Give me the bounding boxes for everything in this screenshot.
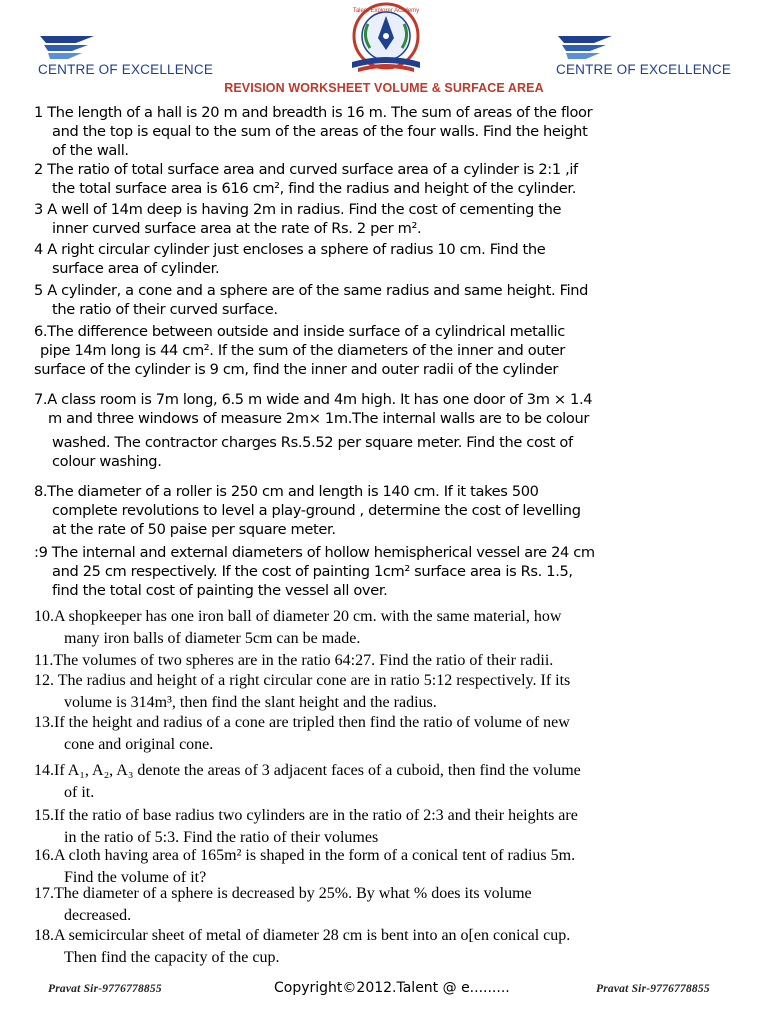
question-2 [34,160,640,198]
question-line: find the total cost of painting the vessel all over. [52,582,388,599]
question-line: Find the volume of it? [64,868,207,886]
question-9 [34,543,640,600]
question-3 [34,200,640,238]
question-8 [34,482,640,539]
question-line: 7.A class room is 7m long, 6.5 m wide and 4m high. It has one door of 3m × 1.4 [34,391,593,408]
question-13 [34,712,640,755]
question-line: 3 A well of 14m deep is having 2m in radius. Find the cost of cementing the [34,201,562,218]
brand-logo-right [554,34,744,80]
question-line: of the wall. [52,142,129,159]
question-line: surface area of cylinder. [52,260,220,277]
question-line: Then find the capacity of the cup. [64,948,280,966]
question-16 [34,845,640,888]
question-line: many iron balls of diameter 5cm can be made. [64,629,361,647]
worksheet-title: REVISION WORKSHEET VOLUME & SURFACE AREA [224,81,544,95]
question-11 [34,650,640,672]
question-line: decreased. [64,906,132,924]
question-line: 14.If A₁, A₂, A₃ denote the areas of 3 adjacent faces of a cuboid, then find the volume [34,762,581,779]
brand-name-right: CENTRE OF EXCELLENCE [556,62,732,77]
question-line: of it. [64,783,95,801]
question-line: inner curved surface area at the rate of Rs. 2 per m². [52,220,422,237]
question-14 [34,760,640,803]
question-line: 18.A semicircular sheet of metal of diameter 28 cm is bent into an o[en conical cup. [34,927,571,944]
question-line: 1 The length of a hall is 20 m and breadth is 16 m. The sum of areas of the floor [34,104,593,121]
question-line: the ratio of their curved surface. [52,301,278,318]
question-line: 12. The radius and height of a right circular cone are in ratio 5:12 respectively. If its [34,672,571,689]
question-15 [34,805,640,848]
question-7 [34,390,640,471]
question-18 [34,925,640,968]
question-line: pipe 14m long is 44 cm². If the sum of the diameters of the inner and outer [40,342,565,359]
question-17 [34,883,640,926]
question-line: 15.If the ratio of base radius two cylinders are in the ratio of 2:3 and their heights are [34,807,578,824]
question-line: and 25 cm respectively. If the cost of painting 1cm² surface area is Rs. 1.5, [52,563,573,580]
question-line: m and three windows of measure 2m× 1m.The internal walls are to be colour [48,410,589,427]
question-5 [34,281,640,319]
question-line: 2 The ratio of total surface area and curved surface area of a cylinder is 2:1 ,if [34,161,578,178]
question-line: 10.A shopkeeper has one iron ball of diameter 20 cm. with the same material, how [34,608,562,625]
question-4 [34,240,640,278]
question-line: in the ratio of 5:3. Find the ratio of their volumes [64,828,379,846]
logo-text: Talent Explorer Academy [352,8,420,14]
question-line: 17.The diameter of a sphere is decreased by 25%. By what % does its volume [34,885,532,902]
question-line: cone and original cone. [64,735,214,753]
brand-logo-left [36,34,226,80]
question-line: 6.The difference between outside and inside surface of a cylindrical metallic [34,323,565,340]
brand-stripes-icon [36,34,96,60]
question-line: surface of the cylinder is 9 cm, find the inner and outer radii of the cylinder [34,361,559,378]
question-line: and the top is equal to the sum of the areas of the four walls. Find the height [52,123,588,140]
signature-left: Pravat Sir-9776778855 [48,983,162,995]
copyright-text: Copyright©2012.Talent @ e......... [274,980,510,996]
question-line: volume is 314m³, then find the slant height and the radius. [64,693,437,711]
question-line: at the rate of 50 paise per square meter. [52,521,336,538]
question-line: complete revolutions to level a play-ground , determine the cost of levelling [52,502,581,519]
question-line: the total surface area is 616 cm², find the radius and height of the cylinder. [52,180,577,197]
signature-right: Pravat Sir-9776778855 [596,983,710,995]
question-line: :9 The internal and external diameters of hollow hemispherical vessel are 24 cm [34,544,595,561]
question-line: 4 A right circular cylinder just encloses a sphere of radius 10 cm. Find the [34,241,546,258]
question-line: colour washing. [52,453,162,470]
academy-logo [338,2,434,80]
question-line: 13.If the height and radius of a cone are tripled then find the ratio of volume of new [34,714,570,731]
question-12 [34,670,640,713]
page-footer [0,980,768,1004]
question-line: 11.The volumes of two spheres are in the ratio 64:27. Find the ratio of their radii. [34,652,554,669]
question-line: 8.The diameter of a roller is 250 cm and length is 140 cm. If it takes 500 [34,483,539,500]
brand-name-left: CENTRE OF EXCELLENCE [38,62,214,77]
question-line: 16.A cloth having area of 165m² is shaped in the form of a conical tent of radius 5m. [34,847,576,864]
brand-stripes-icon [554,34,614,60]
question-line: washed. The contractor charges Rs.5.52 per square meter. Find the cost of [52,434,573,451]
question-10 [34,606,640,649]
question-6 [34,322,640,379]
question-1 [34,103,640,160]
question-line: 5 A cylinder, a cone and a sphere are of the same radius and same height. Find [34,282,589,299]
